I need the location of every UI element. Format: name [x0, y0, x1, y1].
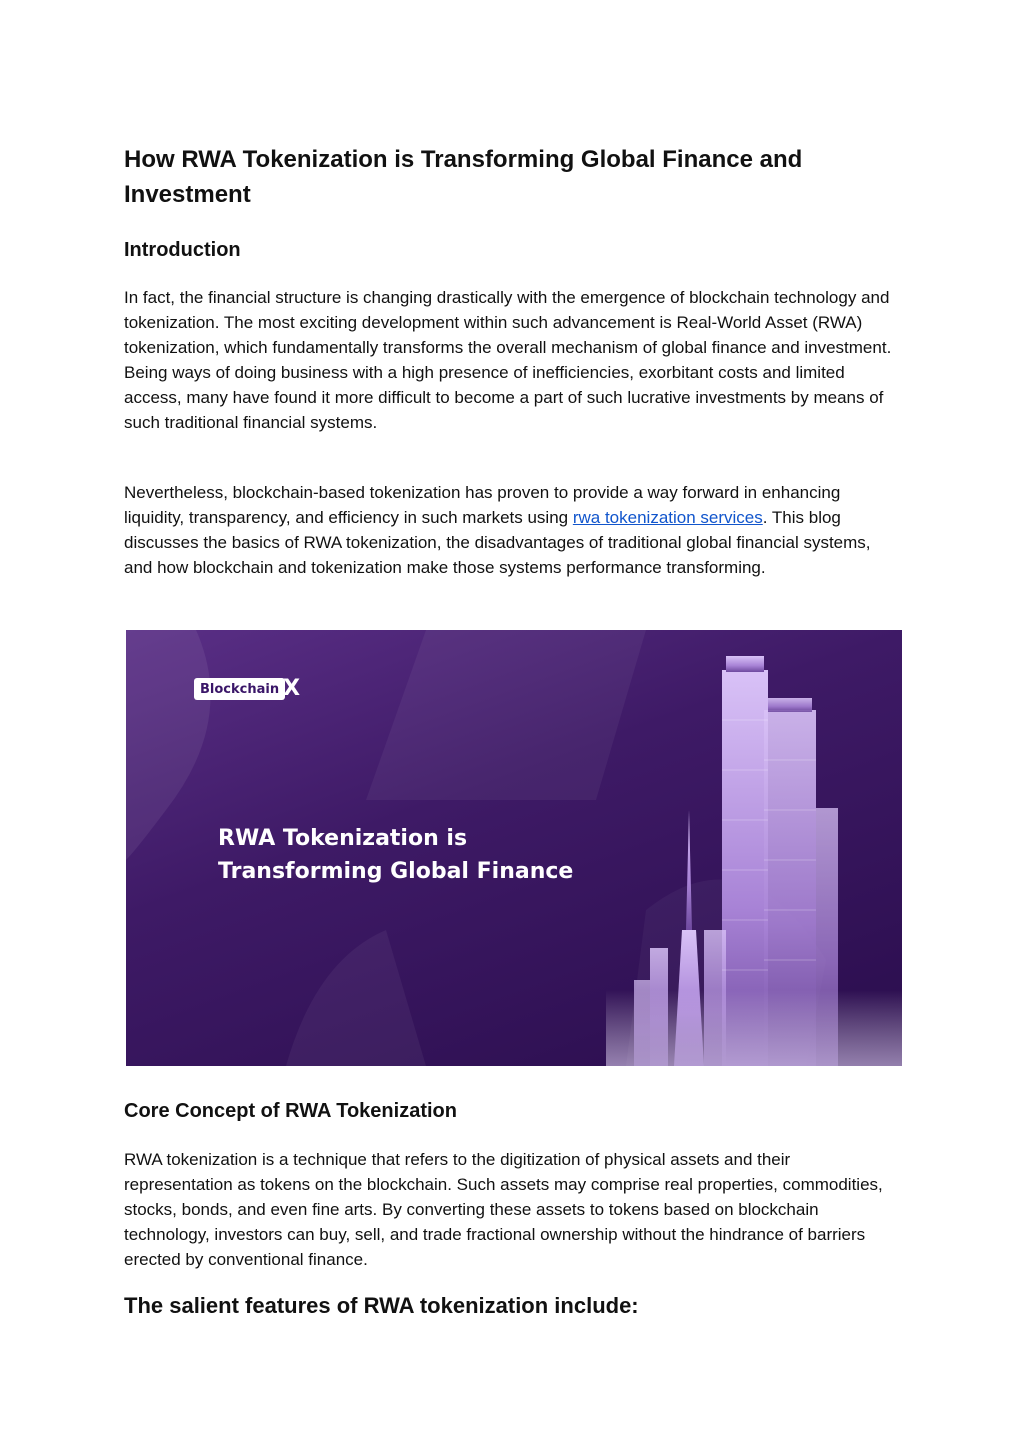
banner-image [126, 630, 902, 1066]
paragraph-2-text-after: . This blog discusses the basics of RWA tokenization, the disadvantages of traditional global financial systems, and how blockchain and tokenization make those systems performance transforming. [124, 508, 871, 577]
page-title: How RWA Tokenization is Transforming Global Finance and Investment [124, 146, 803, 208]
core-concept-heading: Core Concept of RWA Tokenization [124, 1100, 457, 1122]
introduction-heading: Introduction [124, 239, 241, 261]
banner-title [218, 822, 638, 888]
rwa-tokenization-services-link[interactable]: rwa tokenization services [572, 508, 763, 527]
introduction-paragraph-1: In fact, the financial structure is changing drastically with the emergence of blockchain technology and tokenization. The most exciting development within such advancement is Real-World Asset (RWA) tokenization, which fundamentally transforms the overall mechanism of global finance and investment. Being ways of doing business with a high presence of inefficiencies, exorbitant costs and limited access, many have found it more difficult to become a part of such lucrative investments by means of such traditional financial systems. [124, 288, 892, 432]
core-concept-paragraph: RWA tokenization is a technique that refers to the digitization of physical assets and their representation as tokens on the blockchain. Such assets may comprise real properties, commodities, stocks, bonds, and even fine arts. By converting these assets to tokens based on blockchain technology, investors can buy, sell, and trade fractional ownership without the hindrance of barriers erected by conventional finance. [124, 1150, 883, 1269]
banner-title-line-1: RWA Tokenization is [218, 826, 468, 851]
banner-title-line-2: Transforming Global Finance [218, 859, 574, 884]
logo-x-mark: X [283, 676, 301, 701]
salient-features-heading: The salient features of RWA tokenization include: [124, 1293, 639, 1318]
paragraph-2-text-before: Nevertheless, blockchain-based tokenization has proven to provide a way forward in enhancing liquidity, transparency, and efficiency in such markets using [124, 483, 841, 527]
blockchainx-logo [194, 676, 300, 701]
logo-text: Blockchain [200, 681, 280, 697]
introduction-paragraph-2 [124, 480, 896, 580]
